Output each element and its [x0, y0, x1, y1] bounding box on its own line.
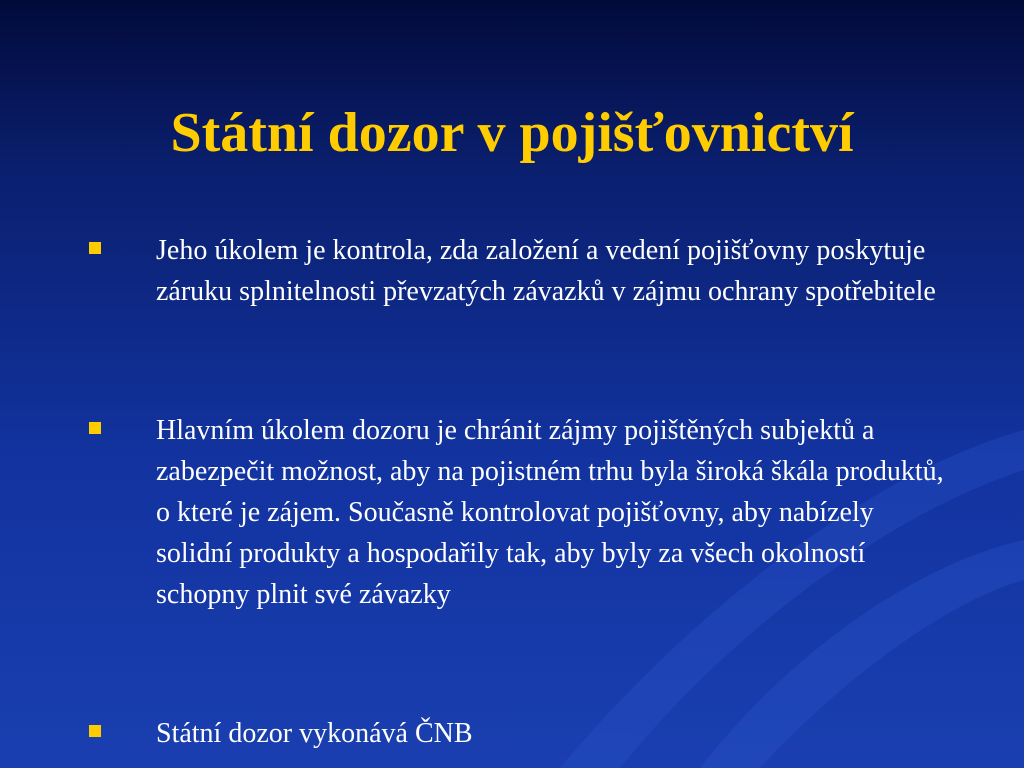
bullet-text: Státní dozor vykonává ČNB [156, 718, 473, 749]
square-bullet-icon [89, 422, 101, 434]
slide-title: Státní dozor v pojišťovnictví [170, 102, 854, 164]
square-bullet-icon [89, 725, 101, 737]
bullet-text: Hlavním úkolem dozoru je chránit zájmy pojištěných subjektů a zabezpečit možnost, aby na pojistném trhu byla široká škála produktů, o které je zájem. Současně kontrolovat pojišťovny, aby nabízely solidní produkty a hospodařily tak, aby byly za všech okolností schopny plnit své závazky [156, 415, 944, 610]
bullet-text: Jeho úkolem je kontrola, zda založení a vedení pojišťovny poskytuje záruku splnitelnosti převzatých závazků v zájmu ochrany spotřebitele [156, 235, 936, 307]
square-bullet-icon [89, 242, 101, 254]
